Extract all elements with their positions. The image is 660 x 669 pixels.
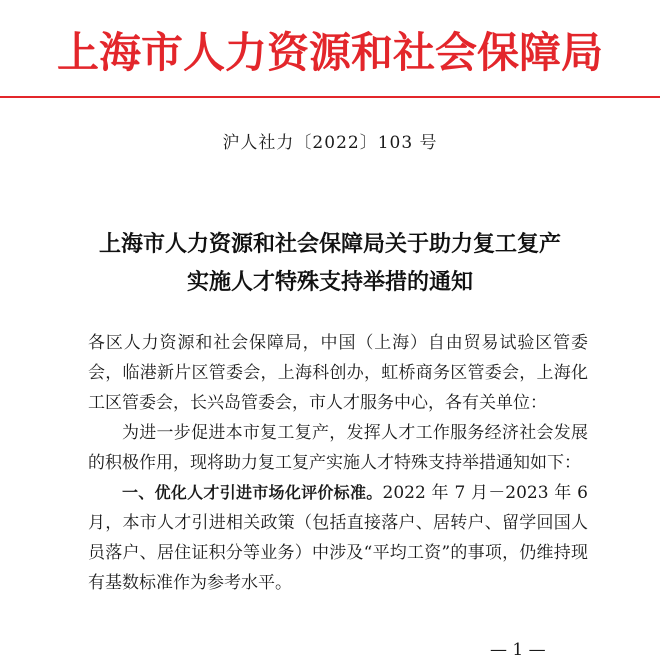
- section-1-paragraph: [88, 478, 588, 598]
- notice-title-line-2: 实施人才特殊支持举措的通知: [186, 270, 473, 295]
- section-1-heading: 一、优化人才引进市场化评价标准。: [122, 483, 383, 502]
- document-body: [88, 328, 588, 598]
- section-1-text: 2022 年 7 月－2023 年 6 月，本市人才引进相关政策（包括直接落户、居转户、留学回国人员落户、居住证积分等业务）中涉及“平均工资”的事项，仍维持现有基数标准作为参考水平。: [88, 483, 588, 593]
- notice-title: [40, 226, 620, 302]
- document-number: 沪人社力〔2022〕103 号: [222, 133, 438, 153]
- header-red-rule: [0, 96, 660, 98]
- intro-paragraph: 为进一步促进本市复工复产，发挥人才工作服务经济社会发展的积极作用，现将助力复工复产实施人才特殊支持举措通知如下：: [88, 423, 588, 473]
- page-number: — 1 —: [490, 640, 546, 660]
- issuer-header-title: 上海市人力资源和社会保障局: [56, 28, 603, 77]
- addressee-paragraph: 各区人力资源和社会保障局，中国（上海）自由贸易试验区管委会，临港新片区管委会，上海科创办，虹桥商务区管委会，上海化工区管委会，长兴岛管委会，市人才服务中心，各有关单位：: [88, 333, 588, 413]
- notice-title-line-1: 上海市人力资源和社会保障局关于助力复工复产: [98, 232, 561, 257]
